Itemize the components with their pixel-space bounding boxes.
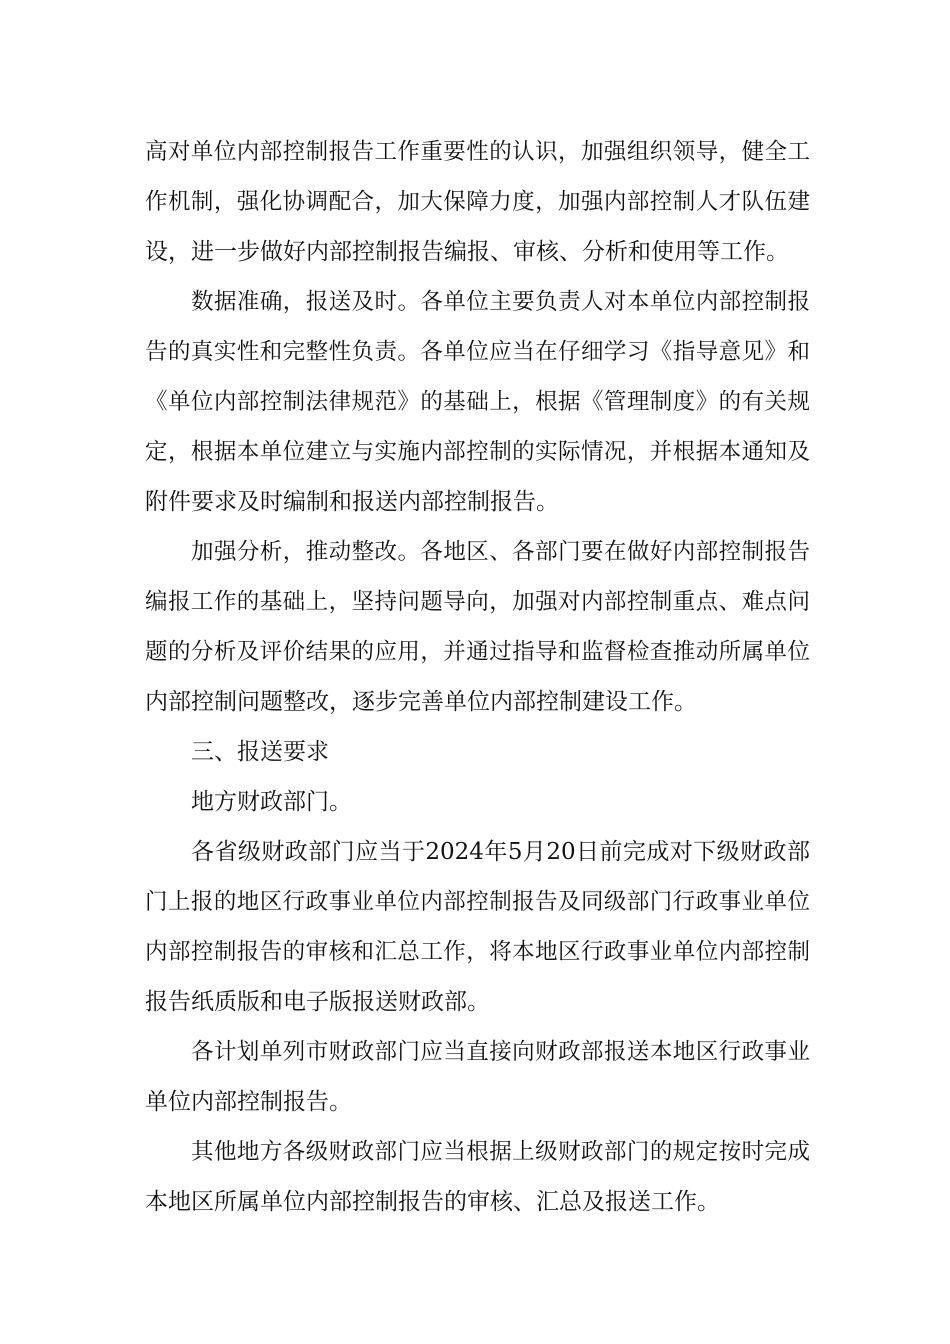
text-line: 高对单位内部控制报告工作重要性的认识，加强组织领导，健全工 bbox=[145, 139, 810, 165]
text-line: 各省级财政部门应当于2024年5月20日前完成对下级财政部 bbox=[191, 839, 810, 865]
text-line: 作机制，强化协调配合，加大保障力度，加强内部控制人才队伍建 bbox=[145, 189, 810, 215]
text-line: 题的分析及评价结果的应用，并通过指导和监督检查推动所属单位 bbox=[145, 639, 810, 665]
text-line: 报告纸质版和电子版报送财政部。 bbox=[145, 989, 490, 1015]
text-line: 告的真实性和完整性负责。各单位应当在仔细学习《指导意见》和 bbox=[145, 339, 810, 365]
text-line: 数据准确，报送及时。各单位主要负责人对本单位内部控制报 bbox=[191, 289, 810, 315]
text-line: 内部控制报告的审核和汇总工作，将本地区行政事业单位内部控制 bbox=[145, 939, 810, 965]
text-line: 附件要求及时编制和报送内部控制报告。 bbox=[145, 489, 559, 515]
text-line: 门上报的地区行政事业单位内部控制报告及同级部门行政事业单位 bbox=[145, 889, 810, 915]
text-line: 单位内部控制报告。 bbox=[145, 1089, 352, 1115]
text-line: 各计划单列市财政部门应当直接向财政部报送本地区行政事业 bbox=[191, 1039, 810, 1065]
text-line: 编报工作的基础上，坚持问题导向，加强对内部控制重点、难点问 bbox=[145, 589, 810, 615]
text-line: 本地区所属单位内部控制报告的审核、汇总及报送工作。 bbox=[145, 1189, 720, 1215]
text-line: 《单位内部控制法律规范》的基础上，根据《管理制度》的有关规 bbox=[145, 389, 810, 415]
text-line: 定，根据本单位建立与实施内部控制的实际情况，并根据本通知及 bbox=[145, 439, 810, 465]
text-line: 内部控制问题整改，逐步完善单位内部控制建设工作。 bbox=[145, 689, 697, 715]
section-heading: 三、报送要求 bbox=[191, 739, 329, 765]
text-line: 设，进一步做好内部控制报告编报、审核、分析和使用等工作。 bbox=[145, 239, 789, 265]
text-line: 其他地方各级财政部门应当根据上级财政部门的规定按时完成 bbox=[191, 1139, 810, 1165]
text-line: 加强分析，推动整改。各地区、各部门要在做好内部控制报告 bbox=[191, 539, 810, 565]
subsection-heading: 地方财政部门。 bbox=[191, 789, 352, 815]
